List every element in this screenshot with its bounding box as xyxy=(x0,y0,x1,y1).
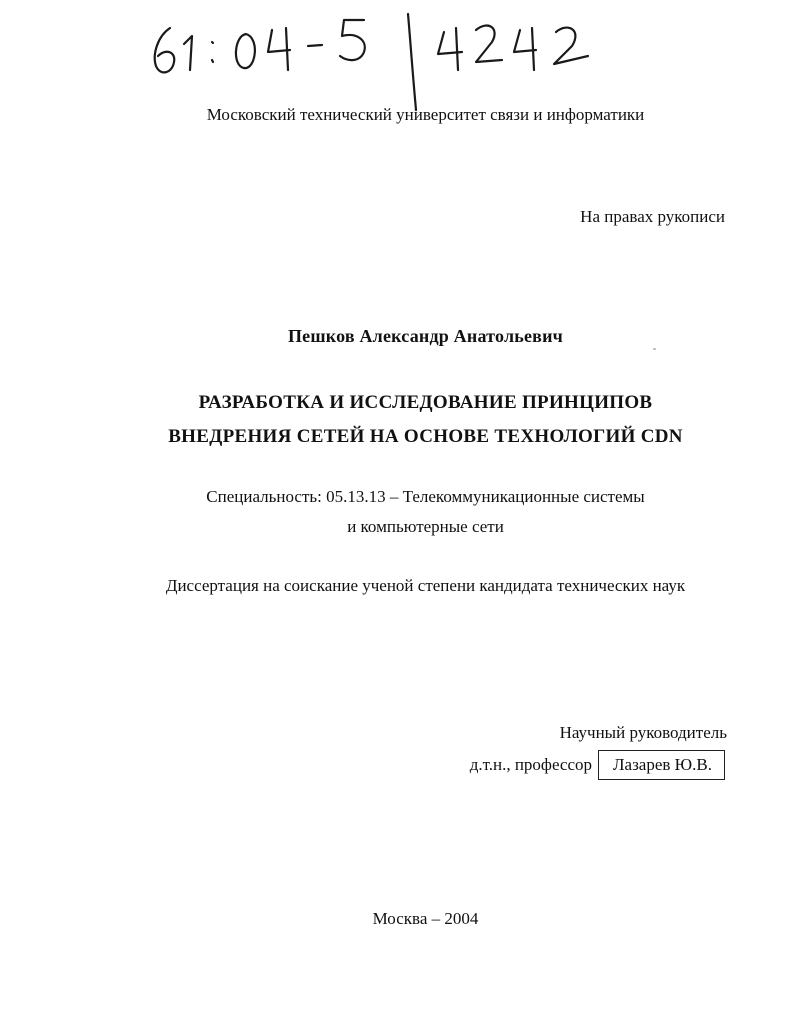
city-year: Москва – 2004 xyxy=(372,909,479,928)
specialty-line-2: и компьютерные сети xyxy=(347,517,504,536)
supervisor-name-box: Лазарев Ю.В. xyxy=(598,750,725,780)
thesis-title-line-1: РАЗРАБОТКА И ИССЛЕДОВАНИЕ ПРИНЦИПОВ xyxy=(198,392,653,413)
paper-speck xyxy=(653,348,656,350)
supervisor-row xyxy=(470,750,725,780)
supervisor-label: Научный руководитель xyxy=(559,723,727,742)
supervisor-degree: д.т.н., профессор xyxy=(469,755,593,774)
thesis-title-line-2: ВНЕДРЕНИЯ СЕТЕЙ НА ОСНОВЕ ТЕХНОЛОГИЙ CDN xyxy=(168,426,683,447)
rights-note: На правах рукописи xyxy=(580,207,725,226)
author-name: Пешков Александр Анатольевич xyxy=(287,326,564,346)
dissertation-statement: Диссертация на соискание ученой степени кандидата технических наук xyxy=(165,576,686,595)
specialty-line-1: Специальность: 05.13.13 – Телекоммуникационные системы xyxy=(206,487,645,506)
university-name: Московский технический университет связи и информатики xyxy=(206,105,645,124)
